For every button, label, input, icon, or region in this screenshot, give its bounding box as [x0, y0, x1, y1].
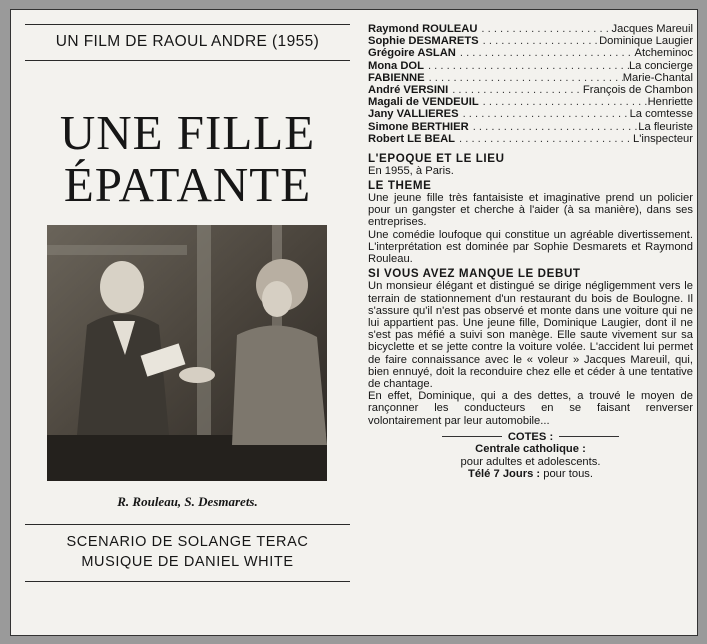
cast-role: Jacques Mareuil	[611, 23, 693, 35]
music-credit: MUSIQUE DE DANIEL WHITE	[81, 554, 294, 570]
cast-row	[368, 108, 693, 120]
cast-actor: Robert LE BEAL	[368, 132, 456, 145]
debut-paragraph-1: Un monsieur élégant et distingué se dirige négligemment vers le terrain de stationnement d'un restaurant du bois de Boulogne. Il s'assure qu'il n'est pas observé et monte dans une voiture qui ne lui appartient pas. Une jeune fille, Dominique Laugier, dont il ne s'est pas méfié a suivi son manège. Elle saute vivement sur sa bicyclette et se jette contre la voiture volée. L'accident lui permet de faire connaissance avec le « voleur » Jacques Mareuil, qui, bien ennuyé, doit la reconduire chez elle et céder à une tentative de chantage.	[368, 280, 693, 390]
leader-dots	[477, 23, 611, 35]
cast-actor: FABIENNE	[368, 71, 425, 84]
leader-dots	[479, 96, 648, 108]
cast-role: Marie-Chantal	[622, 71, 693, 84]
epoque-text: En 1955, à Paris.	[368, 164, 454, 177]
cast-role: François de Chambon	[582, 83, 693, 96]
cast-row	[368, 72, 693, 84]
cast-actor: Simone BERTHIER	[368, 120, 469, 133]
cast-role: La fleuriste	[638, 120, 693, 133]
cast-role: La comtesse	[629, 108, 693, 121]
centrale-value: pour adultes et adolescents.	[460, 455, 601, 468]
cast-row	[368, 96, 693, 108]
film-still-photo	[47, 225, 327, 481]
leader-dots	[479, 35, 599, 47]
cast-role: Atcheminoc	[634, 47, 693, 60]
leader-dots	[459, 108, 630, 120]
section-heading-epoque: L'EPOQUE ET LE LIEU	[368, 151, 505, 165]
cast-row	[368, 35, 693, 47]
cast-row	[368, 23, 693, 35]
film-title-line2: ÉPATANTE	[63, 157, 312, 212]
cast-actor: Grégoire ASLAN	[368, 47, 456, 60]
cast-row	[368, 47, 693, 59]
right-column	[368, 23, 693, 631]
cotes-heading-row	[368, 431, 693, 443]
leader-dots	[456, 47, 635, 59]
rule-below-credits	[25, 581, 350, 582]
cast-actor: Raymond ROULEAU	[368, 23, 478, 35]
leader-dots	[469, 121, 639, 133]
cast-role: Dominique Laugier	[599, 35, 693, 48]
rule-under-director	[25, 60, 350, 61]
cast-role: L'inspecteur	[633, 132, 693, 145]
tele-value: pour tous.	[543, 467, 593, 480]
theme-paragraph-2: Une comédie loufoque qui constitue un agréable divertissement. L'interprétation est dominée par Sophie Desmarets et Raymond Rouleau.	[368, 228, 693, 266]
scenario-credit: SCENARIO DE SOLANGE TERAC	[66, 534, 309, 550]
section-heading-debut: SI VOUS AVEZ MANQUE LE DEBUT	[368, 267, 581, 281]
film-review-card	[10, 9, 698, 636]
centrale-label: Centrale catholique :	[475, 443, 586, 456]
cast-row	[368, 60, 693, 72]
cast-actor: Magali de VENDEUIL	[368, 96, 479, 109]
cotes-heading: COTES :	[507, 430, 554, 443]
leader-dots	[448, 84, 583, 96]
film-still-illustration	[47, 225, 327, 481]
leader-dots	[424, 60, 629, 72]
theme-paragraph-1: Une jeune fille très fantaisiste et imaginative prend un policier pour un gangster et cherche à l'aider (à sa manière), dans ses entreprises.	[368, 192, 693, 229]
cast-role: Henriette	[647, 96, 693, 109]
cast-actor: Sophie DESMARETS	[368, 35, 479, 48]
cast-role: La concierge	[628, 59, 693, 72]
rule-above-credits	[25, 524, 350, 525]
tele-label: Télé 7 Jours :	[468, 467, 541, 480]
photo-caption: R. Rouleau, S. Desmarets.	[117, 494, 258, 509]
divider	[559, 436, 619, 437]
cotes-block	[368, 431, 693, 481]
leader-dots	[425, 72, 623, 84]
divider	[442, 436, 502, 437]
left-column	[25, 24, 350, 624]
cast-actor: Jany VALLIERES	[368, 108, 459, 121]
film-director-line: UN FILM DE RAOUL ANDRE (1955)	[55, 33, 320, 50]
cast-actor: Mona DOL	[368, 59, 424, 72]
section-heading-theme: LE THEME	[368, 179, 432, 193]
top-rule	[25, 24, 350, 25]
cast-row	[368, 84, 693, 96]
tele-rating	[368, 468, 693, 480]
leader-dots	[455, 133, 633, 145]
cast-list	[368, 23, 693, 145]
debut-paragraph-2: En effet, Dominique, qui a des dettes, a trouvé le moyen de rançonner les conducteurs en se faisant renverser volontairement par leur automobile...	[368, 390, 693, 427]
cast-actor: André VERSINI	[368, 83, 449, 96]
cast-row	[368, 121, 693, 133]
film-title-line1: UNE FILLE	[59, 105, 316, 160]
cast-row	[368, 133, 693, 145]
